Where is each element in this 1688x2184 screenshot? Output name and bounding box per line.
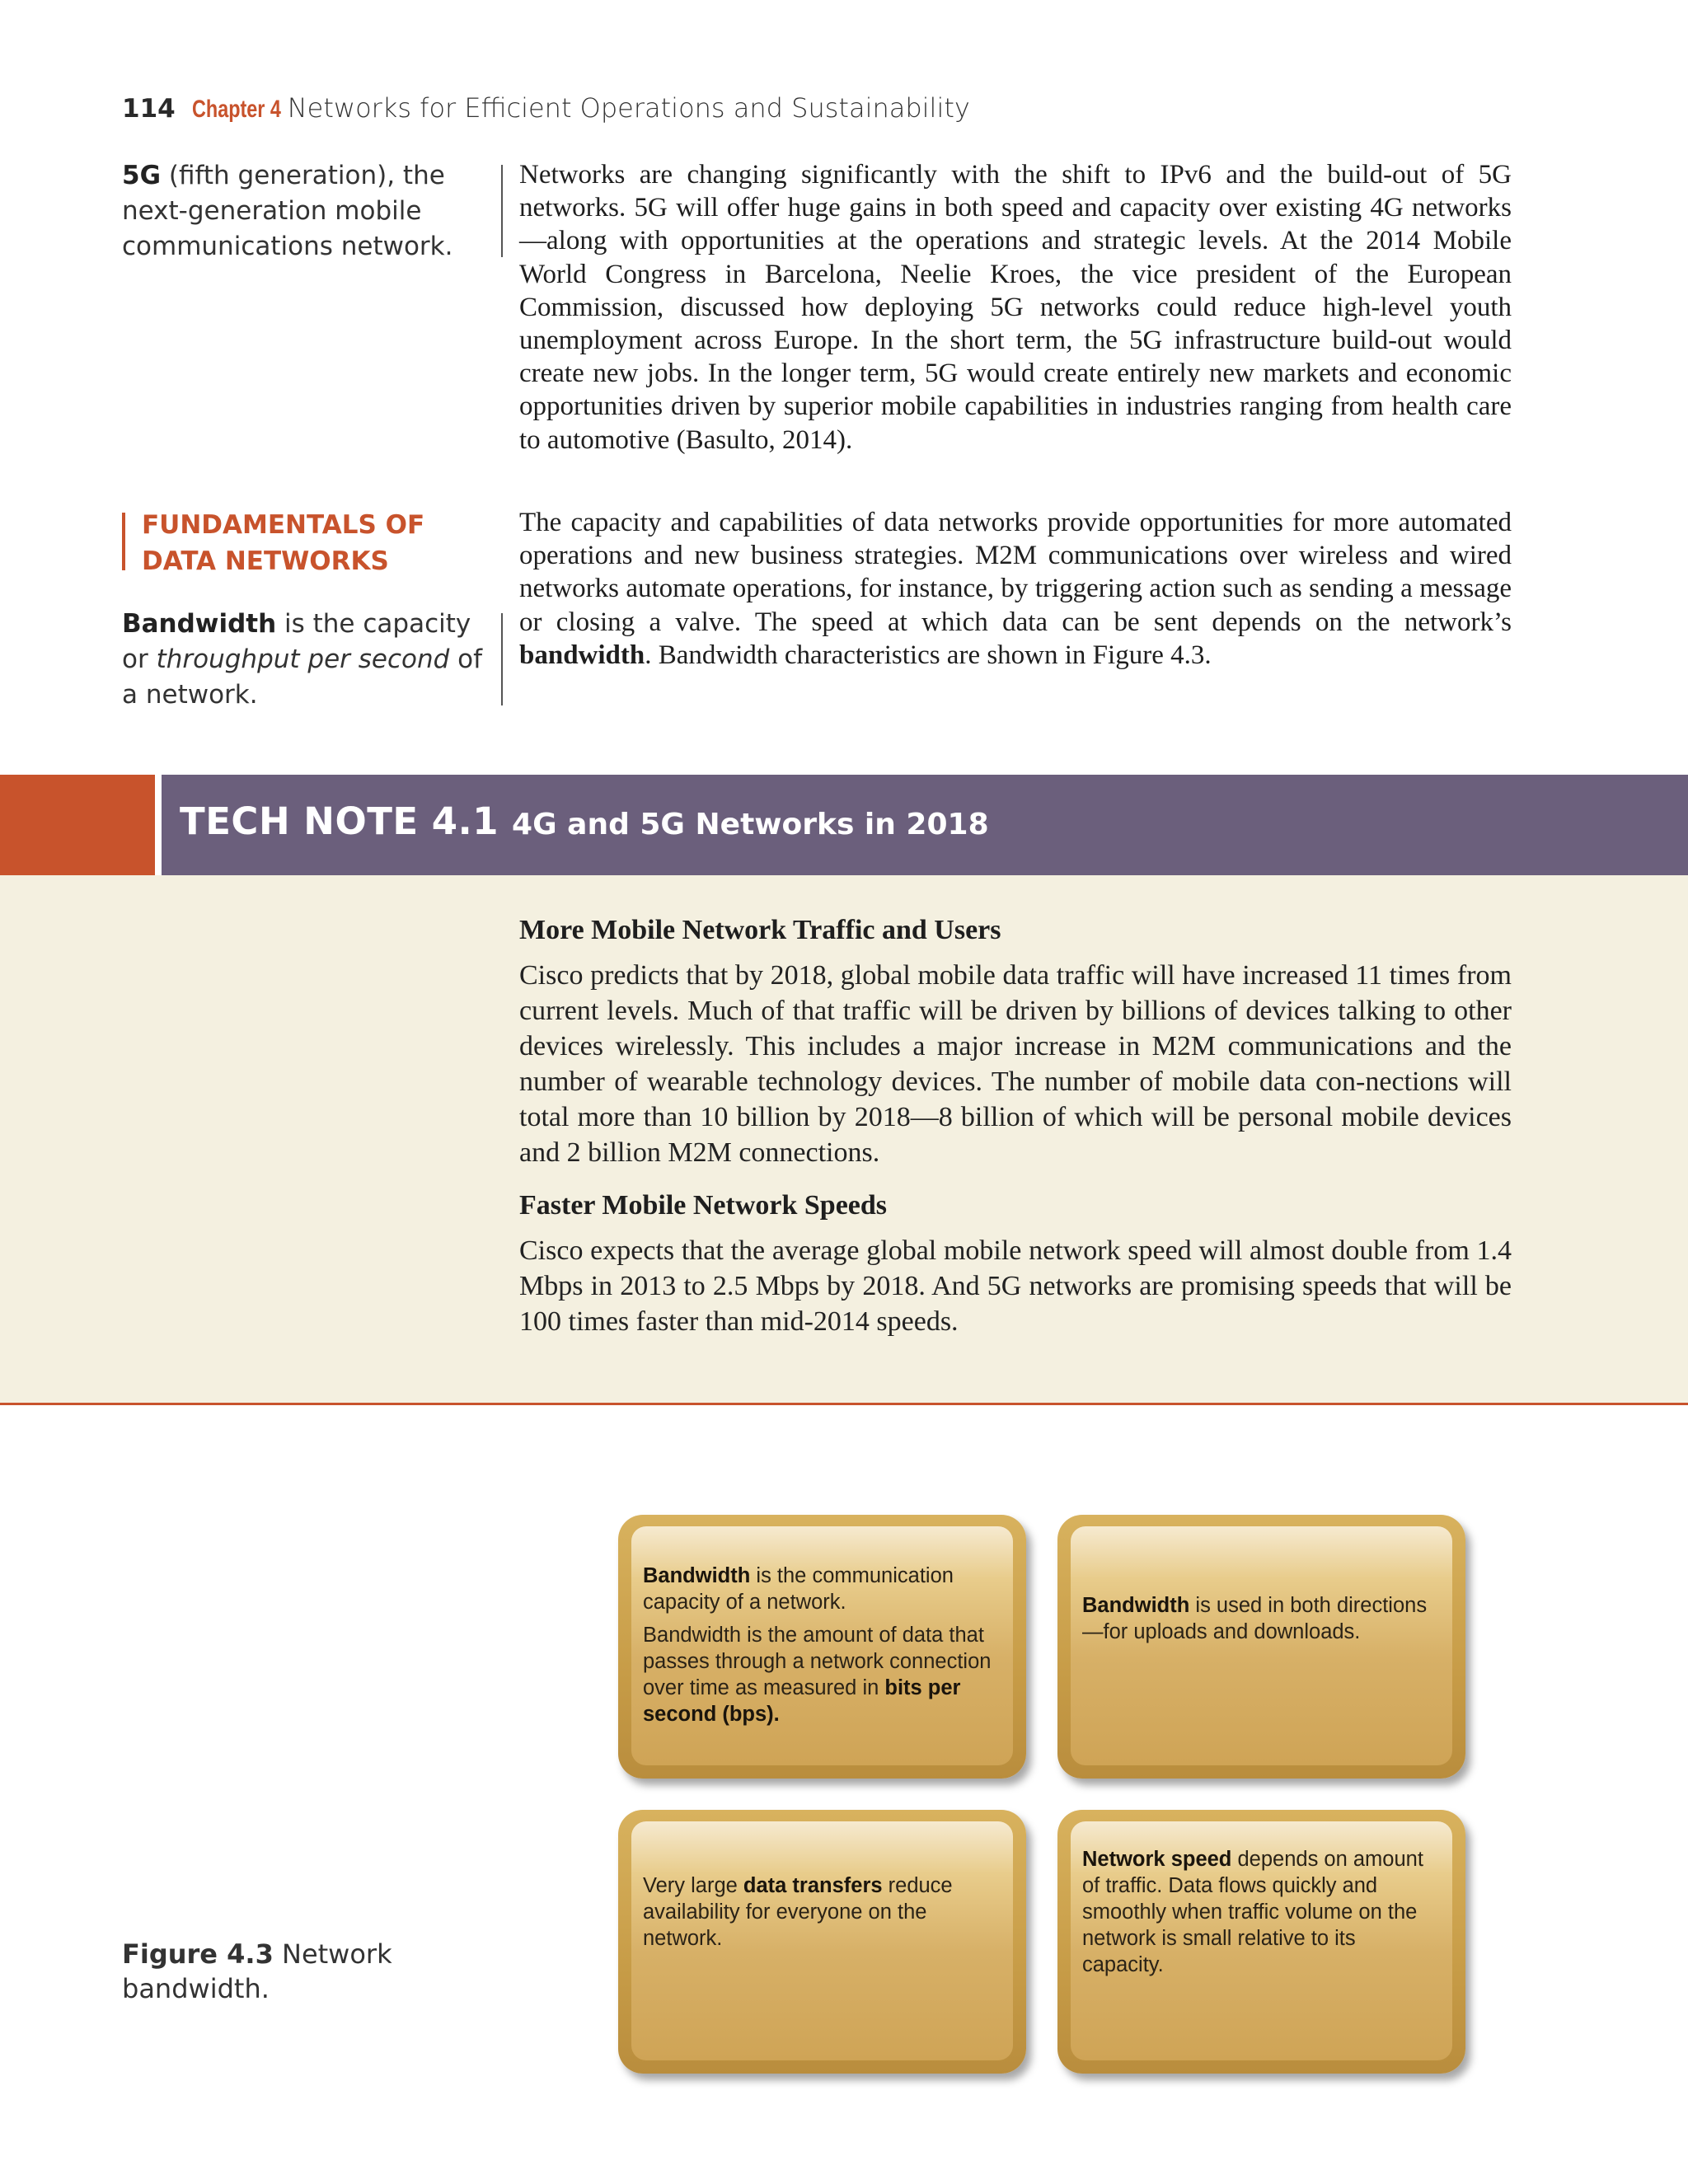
tech-note-accent-block: [0, 775, 155, 875]
chapter-title: Networks for Efficient Operations and Sustainability: [287, 92, 970, 124]
margin-term-5g: 5G: [122, 161, 162, 190]
card-text: [1082, 1592, 1442, 1645]
margin-rule: [501, 165, 503, 257]
chapter-label: Chapter 4: [191, 96, 281, 123]
tech-note-banner: [0, 775, 1688, 875]
tech-note-label: TECH NOTE 4.1: [180, 799, 499, 843]
card-term: Bandwidth: [1082, 1594, 1190, 1617]
tech-note-body: [0, 875, 1688, 1405]
tech-note-accent-gap: [155, 775, 162, 875]
tech-note-subtitle: 4G and 5G Networks in 2018: [512, 808, 989, 841]
margin-definition-5g: (fifth generation), the next-generation mobile communications network.: [122, 161, 453, 261]
figure-card-data-transfers: [618, 1810, 1026, 2074]
figure-caption: [122, 1937, 435, 2006]
card-term-bps: bits per second (bps).: [643, 1676, 961, 1726]
card-text: [643, 1563, 1003, 1727]
tech-note-text-speeds: Cisco expects that the average global mobile network speed will almost double from 1.4 Mbps in 2013 to 2.5 Mbps by 2018. And 5G networks are promising speeds that will be 100 times faster than mid-2014 speeds.: [519, 1235, 1512, 1337]
section-heading: FUNDAMENTALS OF DATA NETWORKS: [142, 510, 425, 576]
card-line: reduce availability for everyone on the network.: [643, 1874, 953, 1950]
margin-note-5g: [122, 158, 485, 265]
figure-card-bandwidth-definition: [618, 1515, 1026, 1779]
tech-note-heading-traffic: More Mobile Network Traffic and Users: [519, 915, 1001, 945]
card-line: depends on amount of traffic. Data flows quickly and smoothly when traffic volume on the network is small relative to its capacity.: [1082, 1848, 1423, 1976]
card-text: [1082, 1846, 1442, 1978]
paragraph-bandwidth-text-end: . Bandwidth characteristics are shown in Figure 4.3.: [645, 640, 1212, 670]
margin-bandwidth-text-end: of a network.: [122, 644, 483, 710]
card-panel: [1071, 1821, 1452, 2060]
margin-rule: [501, 613, 503, 705]
section-heading-rule: [122, 513, 125, 570]
margin-note-bandwidth: [122, 607, 485, 713]
card-panel: [631, 1821, 1013, 2060]
figure-card-network-speed: [1057, 1810, 1465, 2074]
figure-card-bandwidth-directions: [1057, 1515, 1465, 1779]
margin-bandwidth-text: is the capacity or: [122, 609, 471, 674]
margin-bandwidth-italic: throughput per second: [156, 644, 450, 674]
card-line: is the communication capacity of a network.: [643, 1564, 954, 1614]
figure-caption-label: Figure 4.3: [122, 1938, 274, 1970]
card-text: [643, 1872, 1003, 1952]
card-panel: [631, 1526, 1013, 1765]
tech-note-text-traffic: Cisco predicts that by 2018, global mobile data traffic will have increased 11 times from current levels. Much of that traffic will be driven by billions of devices talking to other devices wirelessly. This includes a major increase in M2M communications and the number of wearable technology devices. The number of mobile data con-nections will total more than 10 billion by 2018—8 billion of which will be personal mobile devices and 2 billion M2M connections.: [519, 960, 1512, 1168]
card-line: Very large: [643, 1874, 743, 1897]
card-panel: [1071, 1526, 1452, 1765]
paragraph-bandwidth-term: bandwidth: [519, 640, 645, 670]
running-head: [122, 92, 970, 134]
tech-note-title: [180, 799, 989, 843]
tech-note-heading-speeds: Faster Mobile Network Speeds: [519, 1190, 888, 1221]
page-number: 114: [122, 94, 176, 124]
paragraph-bandwidth-text: The capacity and capabilities of data networks provide opportunities for more automated operations and new business strategies. M2M communications over wireless and wired networks automate operations, for instance, by triggering action such as sending a message or closing a valve. The speed at which data can be sent depends on the network’s: [519, 508, 1512, 637]
card-line: Bandwidth is the amount of data that passes through a network connection over time as measured in: [643, 1624, 992, 1699]
paragraph-5g: Networks are changing significantly with the shift to IPv6 and the build-out of 5G networks. 5G will offer huge gains in both speed and capacity over existing 4G networks—along with opportunities at the operations and strategic levels. At the 2014 Mobile World Congress in Barcelona, Neelie Kroes, the vice president of the European Commission, discussed how deploying 5G networks could reduce high-level youth unemployment across Europe. In the short term, the 5G infrastructure build-out would create new jobs. In the longer term, 5G would create entirely new markets and economic opportunities driven by superior mobile capabilities in industries ranging from health care to automotive (Basulto, 2014).: [519, 160, 1512, 455]
margin-term-bandwidth: Bandwidth: [122, 609, 277, 639]
card-term: Network speed: [1082, 1848, 1232, 1871]
figure-caption-text: Network bandwidth.: [122, 1938, 392, 2004]
paragraph-bandwidth: [519, 506, 1512, 672]
card-term: Bandwidth: [643, 1564, 751, 1587]
card-line: is used in both directions—for uploads and downloads.: [1082, 1594, 1428, 1643]
card-term: data transfers: [743, 1874, 883, 1897]
